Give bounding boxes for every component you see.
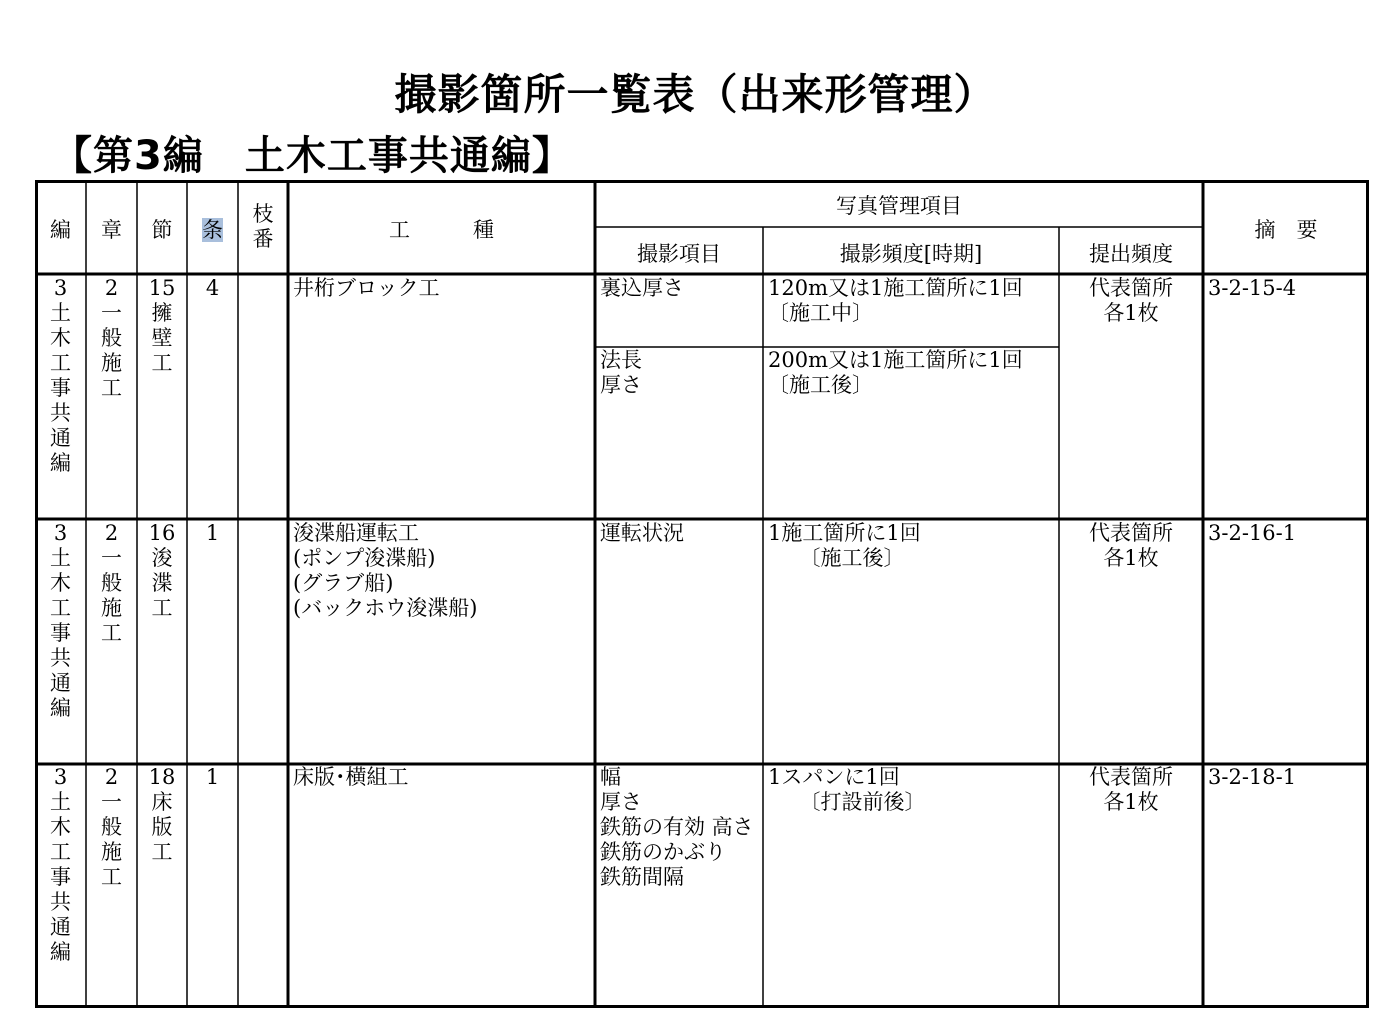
header-edaban: 枝番 bbox=[252, 202, 274, 251]
row3-jo: 1 bbox=[205, 765, 220, 789]
row2-jo: 1 bbox=[205, 521, 220, 545]
page-title: 撮影箇所一覧表（出来形管理） bbox=[394, 70, 997, 119]
row1-freq1: 120m又は1施工箇所に1回 〔施工中〕 bbox=[768, 276, 1023, 325]
header-submit-freq: 提出頻度 bbox=[1089, 242, 1173, 266]
row2-setsu: 16 浚 渫 工 bbox=[148, 521, 176, 620]
row1-item2: 法長 厚さ bbox=[600, 348, 642, 397]
row1-item1: 裏込厚さ bbox=[600, 276, 684, 300]
header-photo-item: 撮影項目 bbox=[637, 242, 721, 266]
header-photo-freq: 撮影頻度[時期] bbox=[839, 242, 983, 266]
row1-setsu: 15 擁 壁 工 bbox=[148, 276, 176, 375]
row2-freq1: 1施工箇所に1回 〔施工後〕 bbox=[768, 521, 921, 570]
row3-freq1: 1スパンに1回 〔打設前後〕 bbox=[768, 765, 926, 814]
section-title: 【第3編 土木工事共通編】 bbox=[52, 133, 573, 179]
row1-freq2: 200m又は1施工箇所に1回 〔施工後〕 bbox=[768, 348, 1023, 397]
header-sho: 章 bbox=[101, 218, 122, 242]
header-photo-group: 写真管理項目 bbox=[836, 194, 962, 218]
row2-hen: 3 土 木 工 事 共 通 編 bbox=[50, 521, 71, 720]
row1-remarks: 3-2-15-4 bbox=[1208, 276, 1297, 300]
row1-submit: 代表箇所 各1枚 bbox=[1089, 276, 1173, 325]
header-setsu: 節 bbox=[151, 218, 173, 242]
header-koshu: 工 種 bbox=[389, 218, 494, 242]
header-jo bbox=[187, 214, 238, 244]
header-hen: 編 bbox=[50, 218, 71, 242]
row1-koshu: 井桁ブロック工 bbox=[293, 276, 440, 300]
row1-jo: 4 bbox=[205, 276, 220, 300]
row2-koshu: 浚渫船運転工 (ポンプ浚渫船) (グラブ船) (バックホウ浚渫船) bbox=[293, 521, 478, 620]
row3-item1: 幅 厚さ 鉄筋の有効 高さ 鉄筋のかぶり 鉄筋間隔 bbox=[600, 765, 754, 889]
row3-remarks: 3-2-18-1 bbox=[1208, 765, 1297, 789]
row2-item1: 運転状況 bbox=[600, 521, 684, 545]
header-jo-label: 条 bbox=[202, 218, 223, 242]
row2-sho: 2 一 般 施 工 bbox=[101, 521, 122, 645]
row3-sho: 2 一 般 施 工 bbox=[101, 765, 122, 889]
row3-setsu: 18 床 版 工 bbox=[148, 765, 176, 864]
row2-submit: 代表箇所 各1枚 bbox=[1089, 521, 1173, 570]
row3-koshu: 床版･横組工 bbox=[293, 765, 409, 789]
header-remarks: 摘 要 bbox=[1254, 218, 1318, 242]
row2-remarks: 3-2-16-1 bbox=[1208, 521, 1297, 545]
photo-location-table bbox=[35, 180, 1369, 1008]
row1-sho: 2 一 般 施 工 bbox=[101, 276, 122, 400]
row3-submit: 代表箇所 各1枚 bbox=[1089, 765, 1173, 814]
row1-hen: 3 土 木 工 事 共 通 編 bbox=[50, 276, 71, 475]
row3-hen: 3 土 木 工 事 共 通 編 bbox=[50, 765, 71, 964]
